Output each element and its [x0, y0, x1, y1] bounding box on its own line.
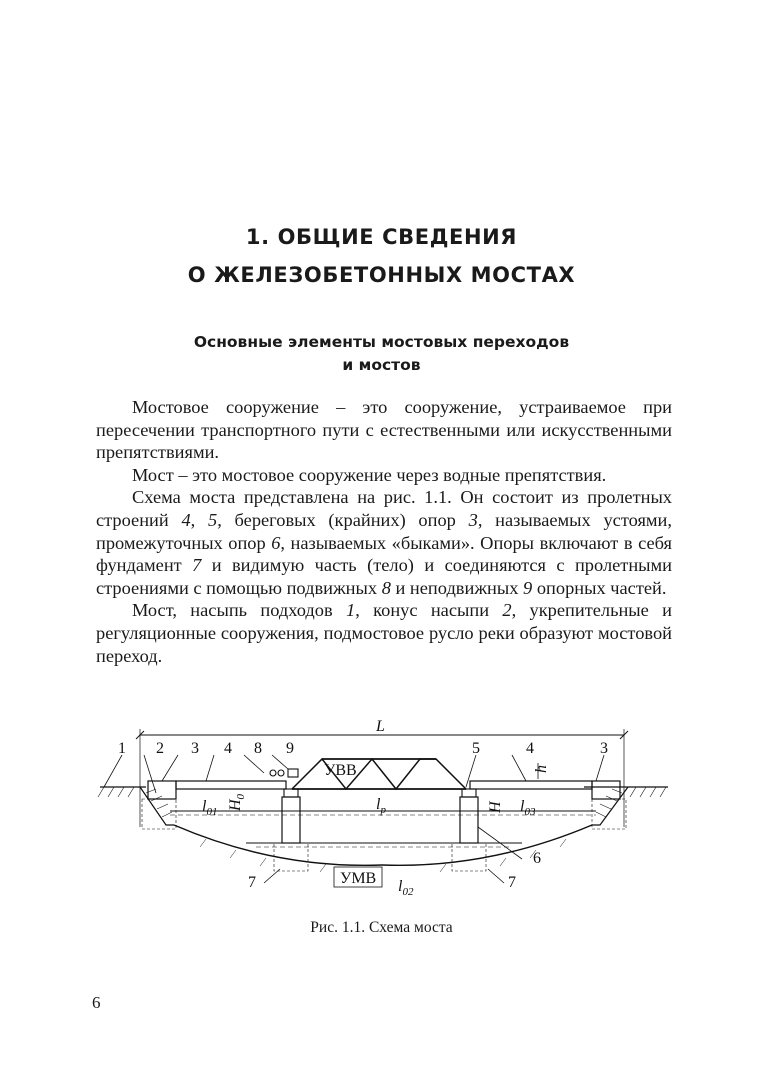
pier-cap-right: [462, 789, 476, 797]
label-5: 5: [472, 740, 480, 757]
figure-caption: Рис. 1.1. Схема моста: [310, 919, 453, 936]
text-run: Схема моста представлена на рис. 1.1. Он состоит из пролетных строений: [96, 487, 672, 530]
label-l03-main: l: [520, 798, 525, 815]
label-lp-main: l: [376, 796, 381, 813]
reference-number: 4: [181, 509, 191, 530]
label-high-water: УВВ: [324, 762, 357, 779]
page-number: 6: [92, 993, 101, 1012]
label-6: 6: [533, 850, 541, 867]
embankment-cone-right: [592, 787, 628, 825]
approach-span-right: [470, 781, 592, 789]
chapter-title-line-2: О ЖЕЛЕЗОБЕТОННЫХ МОСТАХ: [187, 263, 576, 287]
movable-bearing-8: [270, 770, 276, 776]
reference-number: 2: [502, 600, 512, 621]
label-1: 1: [118, 740, 126, 757]
approach-span-left: [176, 781, 286, 789]
chapter-title: [0, 218, 763, 294]
reference-number: 7: [192, 555, 202, 576]
label-H0-main: H: [227, 799, 244, 811]
reference-number: 6: [271, 532, 281, 553]
embankment-cone-left: [140, 787, 174, 825]
label-l03-sub: 03: [524, 806, 536, 818]
text-run: , укрепительные и регуляционные сооружения, подмостовое русло реки образуют мостовой переход.: [96, 600, 672, 666]
label-4-left: 4: [224, 740, 232, 757]
label-lp-sub: р: [380, 804, 386, 816]
label-h: h: [533, 765, 550, 773]
paragraph-4: [96, 599, 672, 667]
text-run: опорных частей.: [532, 577, 667, 598]
reference-number: 3: [468, 509, 478, 530]
reference-number: 5: [208, 509, 218, 530]
pier-cap-left: [284, 789, 298, 797]
label-l02-main: l: [398, 878, 403, 895]
text-run: , береговых (крайних) опор: [217, 509, 469, 530]
label-l01-main: l: [202, 798, 207, 815]
label-7-left: 7: [248, 874, 256, 891]
label-lp: [376, 796, 386, 816]
label-l01-sub: 01: [206, 806, 218, 818]
truss-web: [292, 759, 466, 789]
ground-hatching-right: [630, 787, 666, 797]
text-run: , называемых устоями, промежуточных опор: [96, 509, 672, 553]
section-title-line-2: и мостов: [342, 356, 421, 374]
ground-hatching-left: [98, 787, 134, 797]
river-bed-hatching: [200, 839, 566, 872]
movable-bearing-8b: [278, 770, 284, 776]
pier-right: [460, 797, 478, 843]
text-run: и неподвижных: [390, 577, 524, 598]
label-3-right: 3: [600, 740, 608, 757]
label-l02: [398, 878, 414, 898]
label-3-left: 3: [191, 740, 199, 757]
paragraph-3: [96, 486, 672, 599]
label-H0: [227, 793, 247, 812]
section-title-line-1: Основные элементы мостовых переходов: [193, 333, 570, 351]
text-run: и видимую часть (тело) и соединяются с пролетными строениями с помощью подвижных: [96, 555, 672, 598]
bridge-scheme-figure: [96, 715, 672, 915]
chapter-title-line-1: 1. ОБЩИЕ СВЕДЕНИЯ: [245, 225, 518, 249]
reference-number: 1: [345, 600, 356, 621]
text-run: ,: [190, 509, 209, 530]
label-9: 9: [286, 740, 294, 757]
reference-number: 8: [381, 577, 391, 598]
label-4-right: 4: [526, 740, 534, 757]
label-H0-sub: 0: [235, 793, 247, 800]
text-run: , называемых «быками». Опоры включают в себя фундамент: [96, 532, 672, 576]
paragraph-2: Мост – это мостовое сооружение через водные препятствия.: [132, 464, 607, 485]
label-low-water: УМВ: [340, 870, 377, 887]
text-run: Мост, насыпь подходов: [132, 600, 346, 621]
label-H: H: [487, 801, 504, 813]
label-L: L: [376, 718, 385, 735]
river-bed: [174, 825, 592, 865]
cone-hatching-left: [146, 789, 172, 817]
fixed-bearing-9: [288, 769, 298, 777]
label-8: 8: [254, 740, 262, 757]
pier-left: [282, 797, 300, 843]
section-title: [0, 331, 763, 377]
body-text: [96, 396, 672, 667]
reference-number: 9: [523, 577, 533, 598]
text-run: , конус насыпи: [355, 600, 503, 621]
label-2: 2: [156, 740, 164, 757]
label-l02-sub: 02: [402, 886, 414, 898]
paragraph-1: Мостовое сооружение – это сооружение, устраиваемое при пересечении транспортного пути с естественными или искусственными препятствиями.: [96, 397, 672, 463]
label-7-right: 7: [508, 874, 516, 891]
